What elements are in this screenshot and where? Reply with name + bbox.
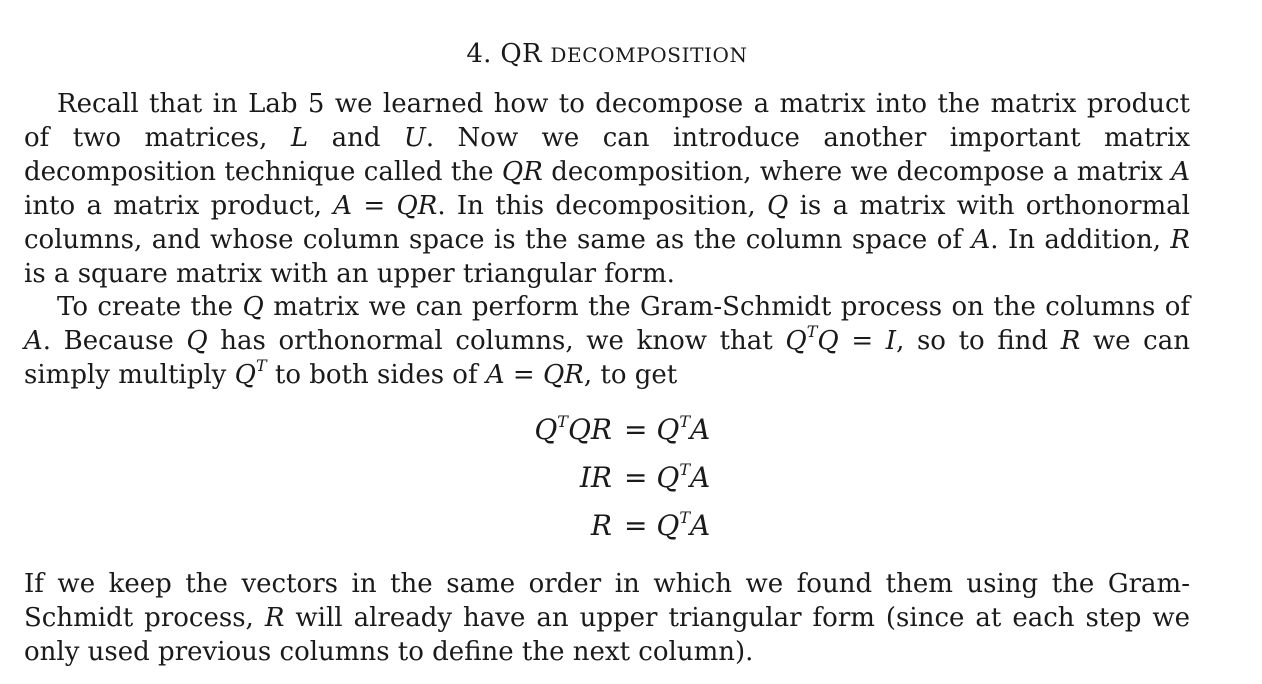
math-symbol: Q	[234, 360, 256, 390]
text-run: is a matrix with orthonormal columns, and whose column space is the same as the column space of	[24, 191, 1190, 255]
math-symbol: Q	[817, 326, 839, 356]
text-run: . In addition,	[990, 225, 1171, 255]
math-symbol: A	[971, 225, 991, 255]
text-run: decomposition, where we decompose a matrix	[542, 157, 1172, 187]
equation-line	[514, 504, 734, 548]
paragraph-intro	[24, 87, 1190, 291]
math-symbol: L	[290, 123, 309, 153]
section-title-rest: DECOMPOSITION	[550, 43, 748, 67]
paragraph-gram-schmidt	[24, 290, 1190, 392]
text-run: =	[838, 326, 886, 356]
equation-rhs: = $Q^TA$	[624, 460, 711, 494]
math-symbol: A	[24, 326, 43, 356]
paragraph-conclusion	[24, 567, 1190, 669]
math-symbol: U	[403, 123, 426, 153]
text-run: into a matrix product,	[24, 191, 334, 221]
section-heading	[24, 38, 1190, 71]
display-equations	[514, 408, 734, 548]
text-run: we can simply multiply	[24, 326, 1190, 390]
math-superscript: T	[255, 356, 267, 375]
math-symbol: Q	[766, 191, 789, 221]
text-run: , so to find	[896, 326, 1061, 356]
section-number: 4.	[466, 39, 492, 69]
text-run: and	[308, 123, 404, 153]
text-run: . In this decomposition,	[437, 191, 767, 221]
equation-lhs: IR	[579, 461, 612, 494]
math-symbol: A	[1171, 157, 1190, 187]
math-superscript: T	[806, 322, 818, 341]
math-symbol: Q	[785, 326, 807, 356]
text-run: , to get	[583, 360, 678, 390]
text-run: is a square matrix with an upper triangular form.	[24, 259, 675, 289]
equation-rhs: = $Q^TA$	[624, 508, 711, 542]
math-symbol: R	[1060, 326, 1081, 356]
equation-line	[514, 408, 734, 452]
text-run: Recall that in Lab 5 we learned how to decompose a matrix into the matrix product of two matrices,	[24, 89, 1190, 153]
math-symbol: QR	[501, 157, 543, 187]
text-run: matrix we can perform the Gram-Schmidt process on the columns of	[263, 292, 1190, 322]
equation-line	[514, 456, 734, 500]
text-run: . Now we can introduce another important matrix decomposition technique called the	[24, 123, 1190, 187]
math-equation-inline: A = QR	[333, 191, 438, 221]
math-symbol: R	[264, 603, 285, 633]
text-run: will already have an upper triangular form (since at each step we only used previous columns to define the next column).	[24, 603, 1190, 667]
math-symbol: I	[885, 326, 897, 356]
text-run: To create the	[57, 292, 243, 322]
section-title-qr: QR	[500, 39, 542, 69]
text-run: . Because	[42, 326, 187, 356]
math-symbol: Q	[186, 326, 208, 356]
text-run: to both sides of	[266, 360, 486, 390]
equation-rhs: = $Q^TA$	[624, 412, 711, 446]
equation-lhs: $Q^TQR$	[534, 412, 612, 446]
math-equation-inline: A = QR	[485, 360, 584, 390]
text-run: has orthonormal columns, we know that	[207, 326, 786, 356]
equation-lhs: R	[590, 509, 612, 542]
math-symbol: Q	[242, 292, 264, 322]
math-symbol: R	[1170, 225, 1190, 255]
text-run: If we keep the vectors in the same order in which we found them using the Gram-Schmidt process,	[24, 569, 1190, 633]
